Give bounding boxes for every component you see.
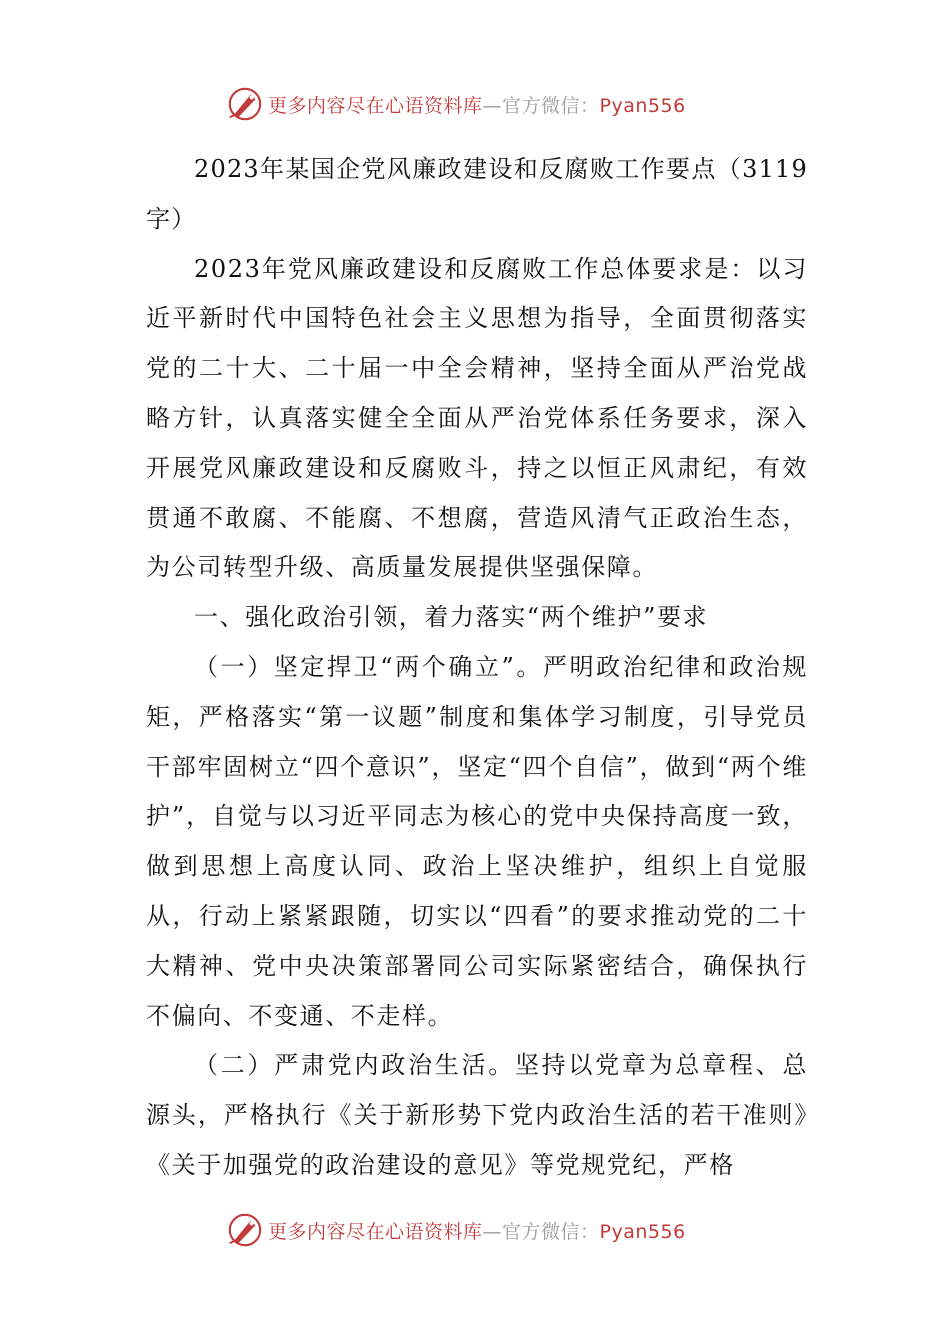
document-body [146,145,808,1191]
watermark-wechat-id: Pyan556 [599,94,686,117]
paragraph-item-2: （二）严肃党内政治生活。坚持以党章为总章程、总源头，严格执行《关于新形势下党内政治生活的若干准则》《关于加强党的政治建设的意见》等党规党纪，严格 [146,1051,808,1179]
watermark-header [226,82,746,126]
paragraph-item-1: （一）坚定捍卫“两个确立”。严明政治纪律和政治规矩，严格落实“第一议题”制度和集体学习制度，引导党员干部牢固树立“四个意识”，坚定“四个自信”，做到“两个维护”，自觉与以习近平同志为核心的党中央保持高度一致，做到思想上高度认同、政治上坚决维护，组织上自觉服从，行动上紧紧跟随，切实以“四看”的要求推动党的二十大精神、党中央决策部署同公司实际紧密结合，确保执行不偏向、不变通、不走样。 [146,652,808,1030]
watermark-dash: — [482,1220,503,1243]
paragraph-overall-requirements: 2023年党风廉政建设和反腐败工作总体要求是：以习近平新时代中国特色社会主义思想为指导，全面贯彻落实党的二十大、二十届一中全会精神，坚持全面从严治党战略方针，认真落实健全全面从严治党体系任务要求，深入开展党风廉政建设和反腐败斗，持之以恒正风肃纪，有效贯通不敢腐、不能腐、不想腐，营造风清气正政治生态，为公司转型升级、高质量发展提供坚强保障。 [146,254,808,582]
document-title: 2023年某国企党风廉政建设和反腐败工作要点（3119字） [146,155,808,233]
watermark-dash: — [482,94,503,117]
watermark-wechat-label: 官方微信： [502,94,600,117]
pen-nib-seal-icon [226,85,264,123]
watermark-brand: 更多内容尽在心语资料库 [268,1220,483,1243]
pen-nib-seal-icon [226,1211,264,1249]
watermark-wechat-label: 官方微信： [502,1220,600,1243]
section-heading-1: 一、强化政治引领，着力落实“两个维护”要求 [194,603,709,632]
watermark-footer [226,1208,746,1252]
watermark-brand: 更多内容尽在心语资料库 [268,94,483,117]
watermark-wechat-id: Pyan556 [599,1220,686,1243]
